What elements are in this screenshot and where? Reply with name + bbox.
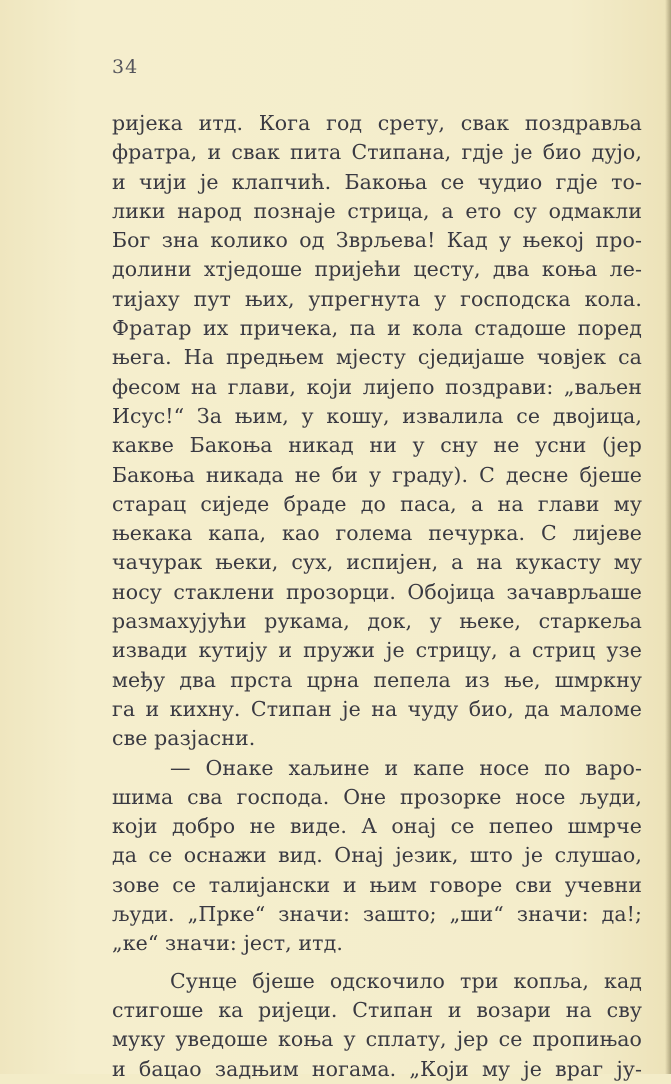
- text-line: шима сва господа. Оне прозорке носе људи,: [112, 784, 642, 809]
- page-number: 34: [112, 56, 139, 78]
- text-line: њега. На предњем мјесту сједијаше човјек са: [112, 345, 642, 370]
- paragraph-2: [112, 754, 642, 959]
- text-line: чачурак њеки, сух, испијен, а на кукасту му: [112, 550, 642, 575]
- page-edge-shadow: [665, 0, 671, 1074]
- text-line: људи. „Прке“ значи: зашто; „ши“ значи: да!;: [112, 902, 642, 927]
- text-line: га и кихну. Стипан је на чуду био, да маломе: [112, 696, 642, 721]
- text-line: и чији је клапчић. Бакоња се чудио гдје то-: [112, 169, 642, 194]
- text-line: фесом на глави, који лијепо поздрави: „ваљен: [112, 374, 642, 399]
- text-line: зове се талијански и њим говоре сви учевни: [112, 872, 642, 897]
- text-line: Фратар их причека, па и кола стадоше поред: [112, 316, 642, 341]
- text-line: какве Бакоња никад ни у сну не усни (јер: [112, 433, 642, 458]
- text-line: долини хтједоше пријећи цесту, два коња ле-: [112, 257, 642, 282]
- text-line: фратра, и свак пита Стипана, гдје је био дујо,: [112, 140, 642, 165]
- text-line: међу два прста црна пепела из ње, шмркну: [112, 667, 642, 692]
- text-line: извади кутију и пружи је стрицу, а стриц узе: [112, 638, 642, 663]
- text-line: Исус!“ За њим, у кошу, извалила се двојица,: [112, 403, 642, 428]
- text-line: „ке“ значи: јест, итд.: [112, 931, 343, 956]
- text-line: размахујући рукама, док, у њеке, старкеља: [112, 609, 642, 634]
- text-line: лики народ познаје стрица, а ето су одмакли: [112, 198, 642, 223]
- text-line: носу стаклени прозорци. Обојица зачаврљаше: [112, 579, 642, 604]
- text-line: све разјасни.: [112, 726, 256, 751]
- text-line: да се оснажи вид. Онај језик, што је слушао,: [112, 843, 642, 868]
- text-line: муку уведоше коња у сплату, јер се пропињао: [112, 1027, 642, 1052]
- text-line: Сунце бјеше одскочило три копља, кад: [170, 968, 642, 993]
- text-line: Бакоња никада не би у граду). С десне бјеше: [112, 462, 642, 487]
- text-line: њекака капа, као голема печурка. С лијеве: [112, 521, 642, 546]
- paragraph-1: [112, 109, 642, 754]
- text-line: и бацао задњим ногама. „Који му је враг ју-: [112, 1056, 642, 1081]
- paragraph-3: [112, 967, 642, 1084]
- text-line: — Онаке хаљине и капе носе по варо-: [170, 755, 642, 780]
- text-line: који добро не виде. А онај се пепео шмрче: [112, 814, 642, 839]
- text-block: [112, 109, 642, 1084]
- text-line: старац сиједе браде до паса, а на глави му: [112, 491, 642, 516]
- text-line: ријека итд. Кога год срету, свак поздравља: [112, 111, 642, 135]
- text-line: стигоше ка ријеци. Стипан и возари на сву: [112, 997, 642, 1022]
- text-line: тијаху пут њих, упрегнута у господска кола.: [112, 286, 642, 311]
- text-line: Бог зна колико од Зврљева! Кад у њекој про-: [112, 228, 642, 253]
